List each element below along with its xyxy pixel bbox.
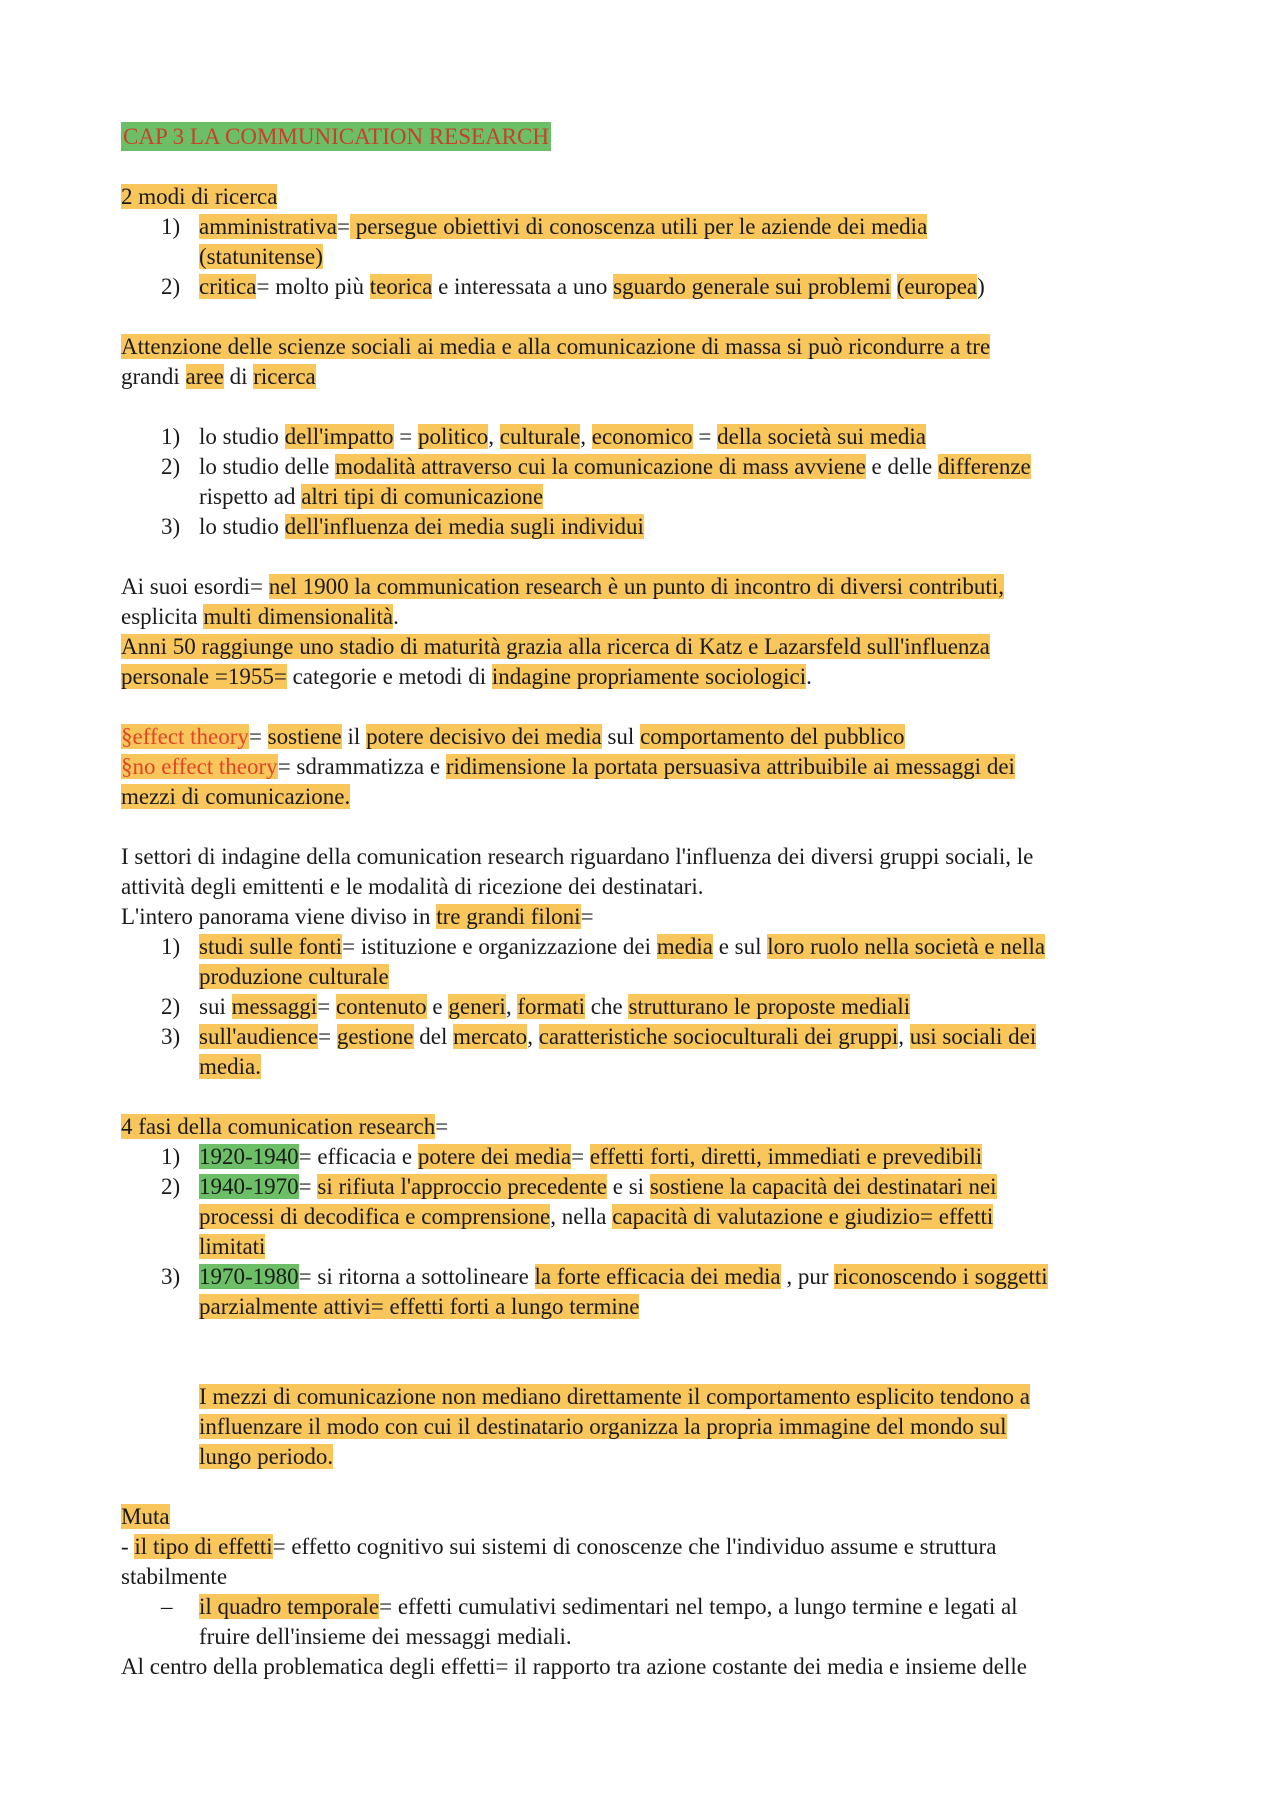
- list-number: 3): [161, 1024, 181, 1049]
- list-item: [199, 212, 927, 242]
- list-item-cont: [199, 482, 543, 512]
- text-run: lo studio: [199, 424, 285, 449]
- paragraph-line: [121, 662, 812, 692]
- text-run: del: [413, 1024, 454, 1049]
- highlighted-text: 2 modi di ricerca: [121, 184, 278, 209]
- list-number: 2): [161, 454, 181, 479]
- highlighted-text: politico: [418, 424, 489, 449]
- text-run: =: [317, 994, 336, 1019]
- highlighted-text: comportamento del pubblico: [640, 724, 905, 749]
- paragraph-line: [121, 362, 316, 392]
- highlighted-text: potere dei media: [417, 1144, 572, 1169]
- text-run: e interessata a uno: [432, 274, 614, 299]
- highlighted-text: Attenzione delle scienze sociali ai media e alla comunicazione di massa si può ricondurre a tre: [121, 334, 991, 359]
- highlighted-text: persegue obiettivi di conoscenza utili per le aziende dei media: [349, 214, 928, 239]
- highlighted-text: sguardo generale sui problemi: [613, 274, 891, 299]
- list-item-cont: [199, 962, 389, 992]
- highlighted-date: 1970-1980: [199, 1264, 299, 1289]
- highlighted-text: riconoscendo i soggetti: [834, 1264, 1048, 1289]
- text-run: = si ritorna a sottolineare: [298, 1264, 535, 1289]
- list-item: [199, 452, 1031, 482]
- theory-line: [121, 782, 350, 812]
- text-run: ,: [898, 1024, 910, 1049]
- text-run: sui: [199, 994, 232, 1019]
- paragraph-line: [121, 332, 990, 362]
- list-item: [199, 1592, 1018, 1622]
- highlighted-text: sull'audience: [199, 1024, 319, 1049]
- highlighted-text: nel 1900 la communication research è un punto di incontro di diversi contributi,: [268, 574, 1004, 599]
- highlighted-text: altri tipi di comunicazione: [301, 484, 544, 509]
- list-item-cont: fruire dell'insieme dei messaggi mediali.: [199, 1624, 572, 1649]
- text-run: [891, 274, 897, 299]
- text-run: .: [806, 664, 812, 689]
- list-number: 2): [161, 1174, 181, 1199]
- paragraph-line: [121, 1532, 996, 1562]
- text-run: L'intero panorama viene diviso in: [121, 904, 437, 929]
- highlighted-text: sostiene la capacità dei destinatari nei: [649, 1174, 997, 1199]
- highlighted-text: il tipo di effetti: [134, 1534, 273, 1559]
- paragraph-line: I settori di indagine della comunication research riguardano l'influenza dei diversi gruppi sociali, le: [121, 844, 1034, 869]
- paragraph-line: [121, 902, 594, 932]
- highlighted-text: mezzi di comunicazione.: [121, 784, 351, 809]
- text-run: ,: [488, 424, 500, 449]
- text-run: .: [393, 604, 399, 629]
- highlighted-date: 1920-1940: [199, 1144, 299, 1169]
- list-item: [199, 422, 926, 452]
- text-run: = molto più: [256, 274, 370, 299]
- text-run: sul: [601, 724, 641, 749]
- highlighted-text: il quadro temporale: [199, 1594, 380, 1619]
- highlighted-text: della società sui media: [717, 424, 926, 449]
- list-item: [199, 1142, 982, 1172]
- paragraph-line: stabilmente: [121, 1564, 228, 1589]
- highlighted-text: loro ruolo nella società e nella: [767, 934, 1046, 959]
- highlighted-text: economico: [591, 424, 693, 449]
- text-run: e si: [607, 1174, 650, 1199]
- highlighted-text: tre grandi filoni: [436, 904, 581, 929]
- paragraph-line: [199, 1412, 1007, 1442]
- text-run: =: [248, 724, 268, 749]
- highlighted-text: amministrativa: [199, 214, 337, 239]
- list-item-cont: [199, 1232, 265, 1262]
- highlighted-text: I mezzi di comunicazione non mediano direttamente il comportamento esplicito tendono a: [199, 1384, 1030, 1409]
- list-number: 1): [161, 934, 181, 959]
- paragraph-line: [121, 572, 1004, 602]
- text-run: Ai suoi esordi=: [121, 574, 269, 599]
- text-run: , nella: [550, 1204, 613, 1229]
- highlighted-text: §effect theory: [121, 724, 249, 749]
- text-run: -: [121, 1534, 135, 1559]
- highlighted-text: (europea: [896, 274, 978, 299]
- highlighted-text: mercato: [453, 1024, 528, 1049]
- list-item-cont: [199, 1202, 993, 1232]
- paragraph-line: [121, 602, 399, 632]
- theory-line: [121, 722, 905, 752]
- highlighted-text: differenze: [937, 454, 1031, 479]
- list-item-cont: [199, 1292, 639, 1322]
- text-run: di: [223, 364, 254, 389]
- highlighted-text: messaggi: [231, 994, 318, 1019]
- text-run: ,: [580, 424, 592, 449]
- highlighted-text: strutturano le proposte mediali: [628, 994, 911, 1019]
- paragraph-line: [199, 1442, 333, 1472]
- highlighted-text: §no effect theory: [121, 754, 278, 779]
- text-run: = sdrammatizza e: [277, 754, 446, 779]
- list-item: [199, 512, 644, 542]
- text-run: categorie e metodi di: [286, 664, 492, 689]
- highlighted-text: la forte efficacia dei media: [534, 1264, 781, 1289]
- text-run: =: [571, 1144, 590, 1169]
- text-run: = efficacia e: [298, 1144, 418, 1169]
- highlighted-text: potere decisivo dei media: [366, 724, 602, 749]
- list-item: [199, 1172, 997, 1202]
- text-run: e: [426, 994, 449, 1019]
- paragraph-line: [121, 632, 990, 662]
- highlighted-text: culturale: [499, 424, 581, 449]
- text-run: lo studio delle: [199, 454, 336, 479]
- highlighted-text: influenzare il modo con cui il destinatario organizza la propria immagine del mondo sul: [199, 1414, 1007, 1439]
- list-item: [199, 1022, 1036, 1052]
- list-number: 3): [161, 1264, 181, 1289]
- paragraph-line: attività degli emittenti e le modalità di ricezione dei destinatari.: [121, 874, 704, 899]
- highlighted-text: Anni 50 raggiunge uno stadio di maturità grazia alla ricerca di Katz e Lazarsfeld sull'influenza: [121, 634, 990, 659]
- highlighted-text: indagine propriamente sociologici: [491, 664, 807, 689]
- page-title: [121, 122, 551, 152]
- highlighted-date: 1940-1970: [199, 1174, 299, 1199]
- text-run: = istituzione e organizzazione dei: [342, 934, 657, 959]
- highlighted-text: ridimensione la portata persuasiva attribuibile ai messaggi dei: [445, 754, 1015, 779]
- text-run: rispetto ad: [199, 484, 302, 509]
- list-number: 1): [161, 1144, 181, 1169]
- text-run: e sul: [712, 934, 768, 959]
- highlighted-text: ricerca: [253, 364, 316, 389]
- highlighted-text: studi sulle fonti: [199, 934, 343, 959]
- modi-heading: [121, 182, 277, 212]
- highlighted-text: multi dimensionalità: [203, 604, 394, 629]
- text-run: =: [692, 424, 718, 449]
- muta-heading: [121, 1502, 170, 1532]
- highlighted-text: teorica: [369, 274, 433, 299]
- highlighted-text: effetti forti, diretti, immediati e prevedibili: [589, 1144, 983, 1169]
- highlighted-text: usi sociali dei: [909, 1024, 1037, 1049]
- text-run: =: [318, 1024, 337, 1049]
- text-run: e delle: [865, 454, 938, 479]
- list-item-cont: [199, 1052, 261, 1082]
- text-run: ): [977, 274, 985, 299]
- list-number: 3): [161, 514, 181, 539]
- highlighted-text: limitati: [199, 1234, 266, 1259]
- highlighted-text: generi: [448, 994, 506, 1019]
- text-run: = effetti cumulativi sedimentari nel tempo, a lungo termine e legati al: [379, 1594, 1018, 1619]
- list-number: 1): [161, 214, 181, 239]
- highlighted-text: media: [656, 934, 713, 959]
- text-run: che: [585, 994, 629, 1019]
- paragraph-line: Al centro della problematica degli effetti= il rapporto tra azione costante dei media e insieme delle: [121, 1654, 1027, 1679]
- highlighted-text: media.: [199, 1054, 261, 1079]
- text-run: lo studio: [199, 514, 285, 539]
- text-run: grandi: [121, 364, 186, 389]
- highlighted-text: lungo periodo.: [199, 1444, 334, 1469]
- highlighted-text: aree: [185, 364, 224, 389]
- text-run: =: [298, 1174, 318, 1199]
- highlighted-date: CAP 3 LA COMMUNICATION RESEARCH: [123, 124, 549, 149]
- list-number: 2): [161, 994, 181, 1019]
- theory-line: [121, 752, 1015, 782]
- list-number: 1): [161, 424, 181, 449]
- highlighted-text: 4 fasi della comunication research: [121, 1114, 436, 1139]
- list-item: [199, 1262, 1048, 1292]
- text-run: =: [580, 904, 594, 929]
- highlighted-text: dell'impatto: [284, 424, 394, 449]
- text-run: esplicita: [121, 604, 204, 629]
- highlighted-text: personale =1955=: [121, 664, 287, 689]
- highlighted-text: caratteristiche socioculturali dei gruppi: [538, 1024, 899, 1049]
- text-run: =: [435, 1114, 449, 1139]
- list-dash: –: [161, 1594, 173, 1619]
- highlighted-text: parzialmente attivi= effetti forti a lungo termine: [199, 1294, 640, 1319]
- highlighted-text: critica: [199, 274, 257, 299]
- text-run: = effetto cognitivo sui sistemi di conoscenze che l'individuo assume e struttura: [272, 1534, 997, 1559]
- highlighted-text: si rifiuta l'approccio precedente: [317, 1174, 607, 1199]
- list-item: [199, 272, 985, 302]
- highlighted-text: sostiene: [267, 724, 342, 749]
- highlighted-text: contenuto: [335, 994, 427, 1019]
- text-run: , pur: [780, 1264, 835, 1289]
- list-item: [199, 992, 910, 1022]
- list-item-cont: [199, 242, 323, 272]
- text-run: ,: [527, 1024, 539, 1049]
- highlighted-text: gestione: [336, 1024, 414, 1049]
- highlighted-text: formati: [517, 994, 586, 1019]
- highlighted-text: processi di decodifica e comprensione: [199, 1204, 551, 1229]
- highlighted-text: modalità attraverso cui la comunicazione di mass avviene: [335, 454, 866, 479]
- highlighted-text: Muta: [121, 1504, 170, 1529]
- highlighted-text: (statunitense): [199, 244, 323, 269]
- list-item: [199, 932, 1045, 962]
- fasi-heading: [121, 1112, 448, 1142]
- paragraph-line: [199, 1382, 1030, 1412]
- text-run: il: [341, 724, 367, 749]
- text-run: ,: [505, 994, 518, 1019]
- list-number: 2): [161, 274, 181, 299]
- text-run: =: [336, 214, 350, 239]
- highlighted-text: effetti: [938, 1204, 994, 1229]
- text-run: =: [393, 424, 419, 449]
- highlighted-text: dell'influenza dei media sugli individui: [284, 514, 644, 539]
- highlighted-text: capacità di valutazione e giudizio=: [612, 1204, 939, 1229]
- highlighted-text: produzione culturale: [199, 964, 389, 989]
